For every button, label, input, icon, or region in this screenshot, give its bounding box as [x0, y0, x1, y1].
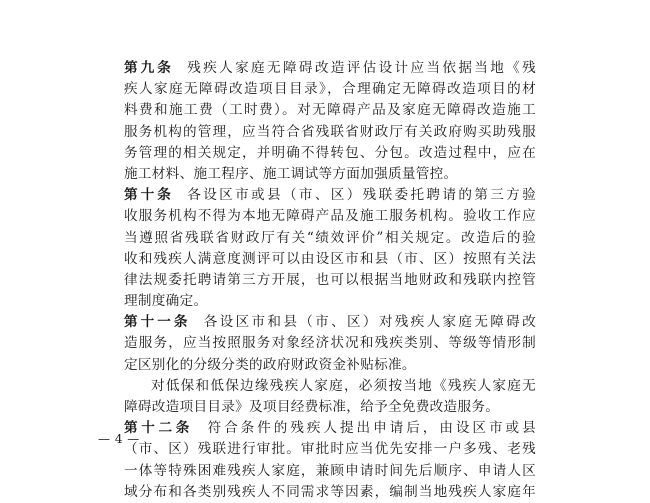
article-9-line-5: 务管理的相关规定，并明确不得转包、分包。改造过程中，应在 — [124, 144, 536, 161]
article-9-heading: 第九条 — [124, 60, 174, 76]
article-text — [124, 58, 536, 503]
article-10-line-6: 理制度确定。 — [124, 293, 208, 310]
subsidy-paragraph-line-2: 障碍改造项目目录》及项目经费标准，给予全免费改造服务。 — [124, 399, 500, 415]
article-10-line-5: 律法规委托聘请第三方开展，也可以根据当地财政和残联内控管 — [124, 271, 536, 288]
article-9-line-2: 疾人家庭无障碍改造项目目录》，合理确定无障碍改造项目的材 — [124, 81, 536, 98]
page-number: — 4 — — [98, 432, 140, 446]
article-12-line-2: （市、区）残联进行审批。审批时应当优先安排一户多残、老残 — [124, 441, 536, 458]
article-12-heading: 第十二条 — [124, 420, 194, 437]
article-10-line-2: 收服务机构不得为本地无障碍产品及施工服务机构。验收工作应 — [124, 208, 536, 225]
article-10-heading: 第十条 — [124, 187, 174, 204]
article-12-line-3: 一体等特殊困难残疾人家庭，兼顾申请时间先后顺序、申请人区 — [124, 462, 536, 479]
article-11-line-1: 第十一条 各设区市和县（市、区）对残疾人家庭无障碍改 — [124, 314, 536, 331]
article-11-line-2: 造服务，应当按照服务对象经济状况和残疾类别、等级等情形制 — [124, 335, 536, 352]
article-12-line-1: 第十二条 符合条件的残疾人提出申请后，由设区市或县 — [124, 420, 536, 437]
article-9-line-4: 服务机构的管理，应当符合省残联省财政厅有关政府购买助残服 — [124, 123, 536, 140]
article-9-line-1: 第九条 残疾人家庭无障碍改造评估设计应当依据当地《残 — [124, 60, 536, 76]
article-12-line-4: 域分布和各类别残疾人不同需求等因素，编制当地残疾人家庭年 — [124, 483, 536, 500]
article-10-line-1: 第十条 各设区市或县（市、区）残联委托聘请的第三方验 — [124, 187, 536, 204]
article-10-line-3: 当遵照省残联省财政厅有关“绩效评价”相关规定。改造后的验 — [124, 229, 536, 246]
article-10-line-4: 收和残疾人满意度测评可以由设区市和县（市、区）按照有关法 — [124, 250, 536, 267]
article-9-line-6: 施工材料、施工程序、施工调试等方面加强质量管控。 — [124, 165, 458, 182]
article-11-heading: 第十一条 — [124, 314, 191, 331]
subsidy-paragraph-line-1: 对低保和低保边缘残疾人家庭，必须按当地《残疾人家庭无 — [151, 377, 536, 394]
article-9-line-3: 料费和施工费（工时费）。对无障碍产品及家庭无障碍改造施工 — [124, 102, 536, 119]
article-11-line-3: 定区别化的分级分类的政府财政资金补贴标准。 — [124, 356, 416, 373]
